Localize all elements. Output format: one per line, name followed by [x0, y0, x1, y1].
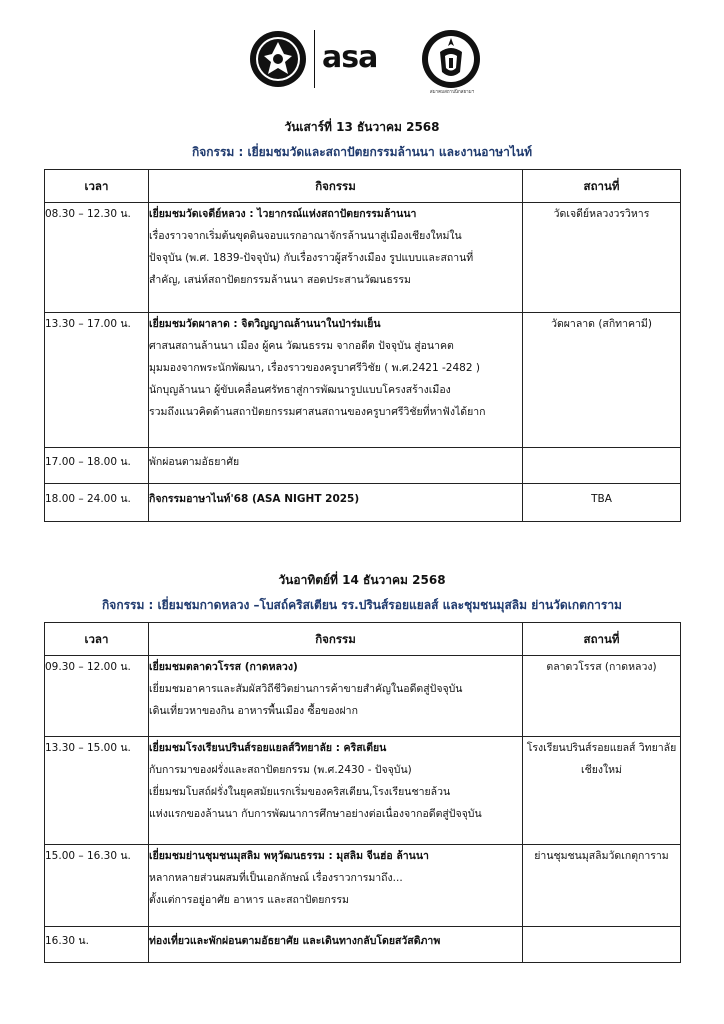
place-cell: TBA: [523, 484, 681, 522]
activity-title: เยี่ยมชมย่านชุมชนมุสลิม พหุวัฒนธรรม : มุสลิม จีนฮ่อ ล้านนา: [149, 850, 429, 862]
time-cell: 13.30 – 15.00 น.: [45, 737, 149, 845]
column-header-time: เวลา: [45, 623, 149, 656]
day1-date-title: วันเสาร์ที่ 13 ธันวาคม 2568: [284, 120, 440, 134]
place-cell: [523, 927, 681, 963]
activity-cell: พักผ่อนตามอัธยาศัย: [149, 448, 523, 484]
activity-description-line: เรื่องราวจากเริ่มต้นขุดดินจอบแรกอาณาจักรล้านนาสู่เมืองเชียงใหม่ใน: [149, 230, 462, 242]
table-header-row: [45, 623, 681, 656]
table-row: [45, 845, 681, 927]
time-cell: 08.30 – 12.30 น.: [45, 203, 149, 313]
time-cell: 18.00 – 24.00 น.: [45, 484, 149, 522]
activity-description-line: นักบุญล้านนา ผู้ขับเคลื่อนศรัทธาสู่การพัฒนารูปแบบโครงสร้างเมือง: [149, 384, 451, 396]
association-caption: สมาคมสถาปนิกสยามฯ: [429, 90, 475, 95]
time-cell: 13.30 – 17.00 น.: [45, 313, 149, 448]
column-header-place: สถานที่: [523, 170, 681, 203]
activity-description-line: รวมถึงแนวคิดด้านสถาปัตยกรรมศาสนสถานของครูบาศรีวิชัยที่หาฟังได้ยาก: [149, 406, 486, 418]
activity-title: เยี่ยมชมวัดเจดีย์หลวง : ไวยากรณ์แห่งสถาปัตยกรรมล้านนา: [149, 208, 417, 220]
table-row: [45, 927, 681, 963]
association-emblem-icon: [420, 28, 482, 94]
activity-description-line: สำคัญ, เสน่ห์สถาปัตยกรรมล้านนา สอดประสานวัฒนธรรม: [149, 274, 411, 286]
activity-description-line: เยี่ยมชมอาคารและสัมผัสวิถีชีวิตย่านการค้าขายสำคัญในอดีตสู่ปัจจุบัน: [149, 683, 463, 695]
activity-description-line: ศาสนสถานล้านนา เมือง ผู้คน วัฒนธรรม จากอดีต ปัจจุบัน สู่อนาคต: [149, 340, 454, 352]
time-cell: 17.00 – 18.00 น.: [45, 448, 149, 484]
column-header-activity: กิจกรรม: [149, 623, 523, 656]
activity-title: กิจกรรมอาษาไนท์'68 (ASA NIGHT 2025): [149, 484, 523, 522]
activity-cell: [149, 313, 523, 448]
time-cell: 15.00 – 16.30 น.: [45, 845, 149, 927]
place-cell: วัดเจดีย์หลวงวรวิหาร: [523, 203, 681, 313]
activity-cell: [149, 656, 523, 737]
time-cell: 09.30 – 12.00 น.: [45, 656, 149, 737]
table-row: [45, 484, 681, 522]
place-cell: ย่านชุมชนมุสลิมวัดเกตุการาม: [523, 845, 681, 927]
activity-title: เยี่ยมชมวัดผาลาด : จิตวิญญาณล้านนาในป่าร่มเย็น: [149, 318, 381, 330]
column-header-activity: กิจกรรม: [149, 170, 523, 203]
day2-schedule-table: [44, 622, 681, 963]
activity-title: ท่องเที่ยวและพักผ่อนตามอัธยาศัย และเดินทางกลับโดยสวัสดิภาพ: [149, 927, 523, 963]
activity-cell: [149, 845, 523, 927]
column-header-place: สถานที่: [523, 623, 681, 656]
place-cell: [523, 448, 681, 484]
table-row: [45, 656, 681, 737]
time-cell: 16.30 น.: [45, 927, 149, 963]
activity-cell: [149, 737, 523, 845]
logo-divider: [314, 30, 315, 88]
activity-description-line: มุมมองจากพระนักพัฒนา, เรื่องราวของครูบาศรีวิชัย ( พ.ศ.2421 -2482 ): [149, 362, 480, 374]
activity-description-line: เยี่ยมชมโบสถ์ฝรั่งในยุคสมัยแรกเริ่มของคริสเตียน,โรงเรียนชายล้วน: [149, 786, 451, 798]
day2-activity-title: กิจกรรม : เยี่ยมชมกาดหลวง –โบสถ์คริสเตียน รร.ปรินส์รอยแยลส์ และชุมชนมุสลิม ย่านวัดเกตการาม: [102, 598, 622, 612]
table-row: [45, 448, 681, 484]
activity-description-line: ตั้งแต่การอยู่อาศัย อาหาร และสถาปัตยกรรม: [149, 894, 349, 906]
place-cell: โรงเรียนปรินส์รอยแยลส์ วิทยาลัยเชียงใหม่: [523, 737, 681, 845]
activity-title: เยี่ยมชมโรงเรียนปรินส์รอยแยลส์วิทยาลัย : คริสเตียน: [149, 742, 387, 754]
table-row: [45, 313, 681, 448]
activity-description-line: เดินเที่ยวหาของกิน อาหารพื้นเมือง ซื้อของฝาก: [149, 705, 358, 717]
activity-cell: [149, 203, 523, 313]
activity-description-line: ปัจจุบัน (พ.ศ. 1839-ปัจจุบัน) กับเรื่องราวผู้สร้างเมือง รูปแบบและสถานที่: [149, 252, 474, 264]
table-row: [45, 203, 681, 313]
header-logos: [0, 26, 724, 98]
university-seal-icon: [248, 28, 308, 90]
asa-logo: asa: [322, 40, 378, 75]
place-cell: วัดผาลาด (สกิทาคามี): [523, 313, 681, 448]
column-header-time: เวลา: [45, 170, 149, 203]
table-row: [45, 737, 681, 845]
place-cell: ตลาดวโรรส (กาดหลวง): [523, 656, 681, 737]
activity-description-line: หลากหลายส่วนผสมที่เป็นเอกลักษณ์ เรื่องราวการมาถึง...: [149, 872, 403, 884]
day1-schedule-table: [44, 169, 681, 522]
day2-date-title: วันอาทิตย์ที่ 14 ธันวาคม 2568: [278, 573, 446, 587]
table-header-row: [45, 170, 681, 203]
activity-description-line: กับการมาของฝรั่งและสถาปัตยกรรม (พ.ศ.2430 - ปัจจุบัน): [149, 764, 412, 776]
activity-description-line: แห่งแรกของล้านนา กับการพัฒนาการศึกษาอย่างต่อเนื่องจากอดีตสู่ปัจจุบัน: [149, 808, 482, 820]
day1-activity-title: กิจกรรม : เยี่ยมชมวัดและสถาปัตยกรรมล้านนา และงานอาษาไนท์: [191, 145, 533, 159]
activity-title: เยี่ยมชมตลาดวโรรส (กาดหลวง): [149, 661, 298, 673]
